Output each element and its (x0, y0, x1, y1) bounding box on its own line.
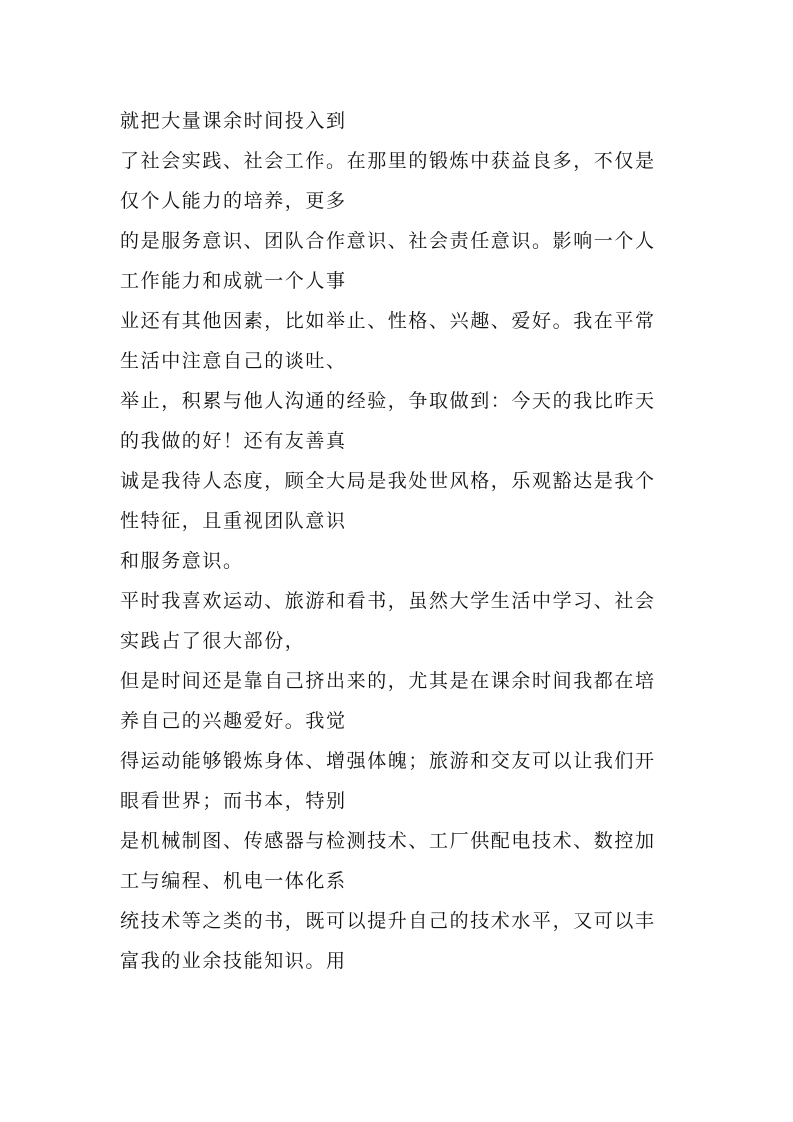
text-line: 业还有其他因素，比如举止、性格、兴趣、爱好。我在平常 (120, 310, 656, 332)
text-line: 平时我喜欢运动、旅游和看书，虽然大学生活中学习、社会 (120, 590, 656, 612)
text-line: 性特征，且重视团队意识 (120, 510, 347, 532)
text-line: 仅个人能力的培养，更多 (120, 190, 347, 212)
text-line: 生活中注意自己的谈吐、 (120, 350, 347, 372)
text-line: 举止，积累与他人沟通的经验，争取做到：今天的我比昨天 (120, 390, 656, 412)
text-line: 实践占了很大部份， (120, 630, 306, 652)
text-line: 的我做的好！还有友善真 (120, 430, 347, 452)
text-line: 和服务意识。 (120, 550, 244, 572)
text-line: 是机械制图、传感器与检测技术、工厂供配电技术、数控加 (120, 830, 656, 852)
text-line: 但是时间还是靠自己挤出来的，尤其是在课余时间我都在培 (120, 670, 656, 692)
text-line: 眼看世界；而书本，特别 (120, 790, 347, 812)
text-line: 就把大量课余时间投入到 (120, 110, 347, 132)
text-line: 富我的业余技能知识。用 (120, 950, 347, 972)
text-line: 诚是我待人态度，顾全大局是我处世风格，乐观豁达是我个 (120, 470, 656, 492)
document-text-block (120, 101, 690, 981)
text-line: 养自己的兴趣爱好。我觉 (120, 710, 347, 732)
text-line: 了社会实践、社会工作。在那里的锻炼中获益良多，不仅是 (120, 150, 656, 172)
text-line: 得运动能够锻炼身体、增强体魄；旅游和交友可以让我们开 (120, 750, 656, 772)
text-line: 的是服务意识、团队合作意识、社会责任意识。影响一个人 (120, 230, 656, 252)
text-line: 工与编程、机电一体化系 (120, 870, 347, 892)
text-line: 统技术等之类的书，既可以提升自己的技术水平，又可以丰 (120, 910, 656, 932)
text-line: 工作能力和成就一个人事 (120, 270, 347, 292)
